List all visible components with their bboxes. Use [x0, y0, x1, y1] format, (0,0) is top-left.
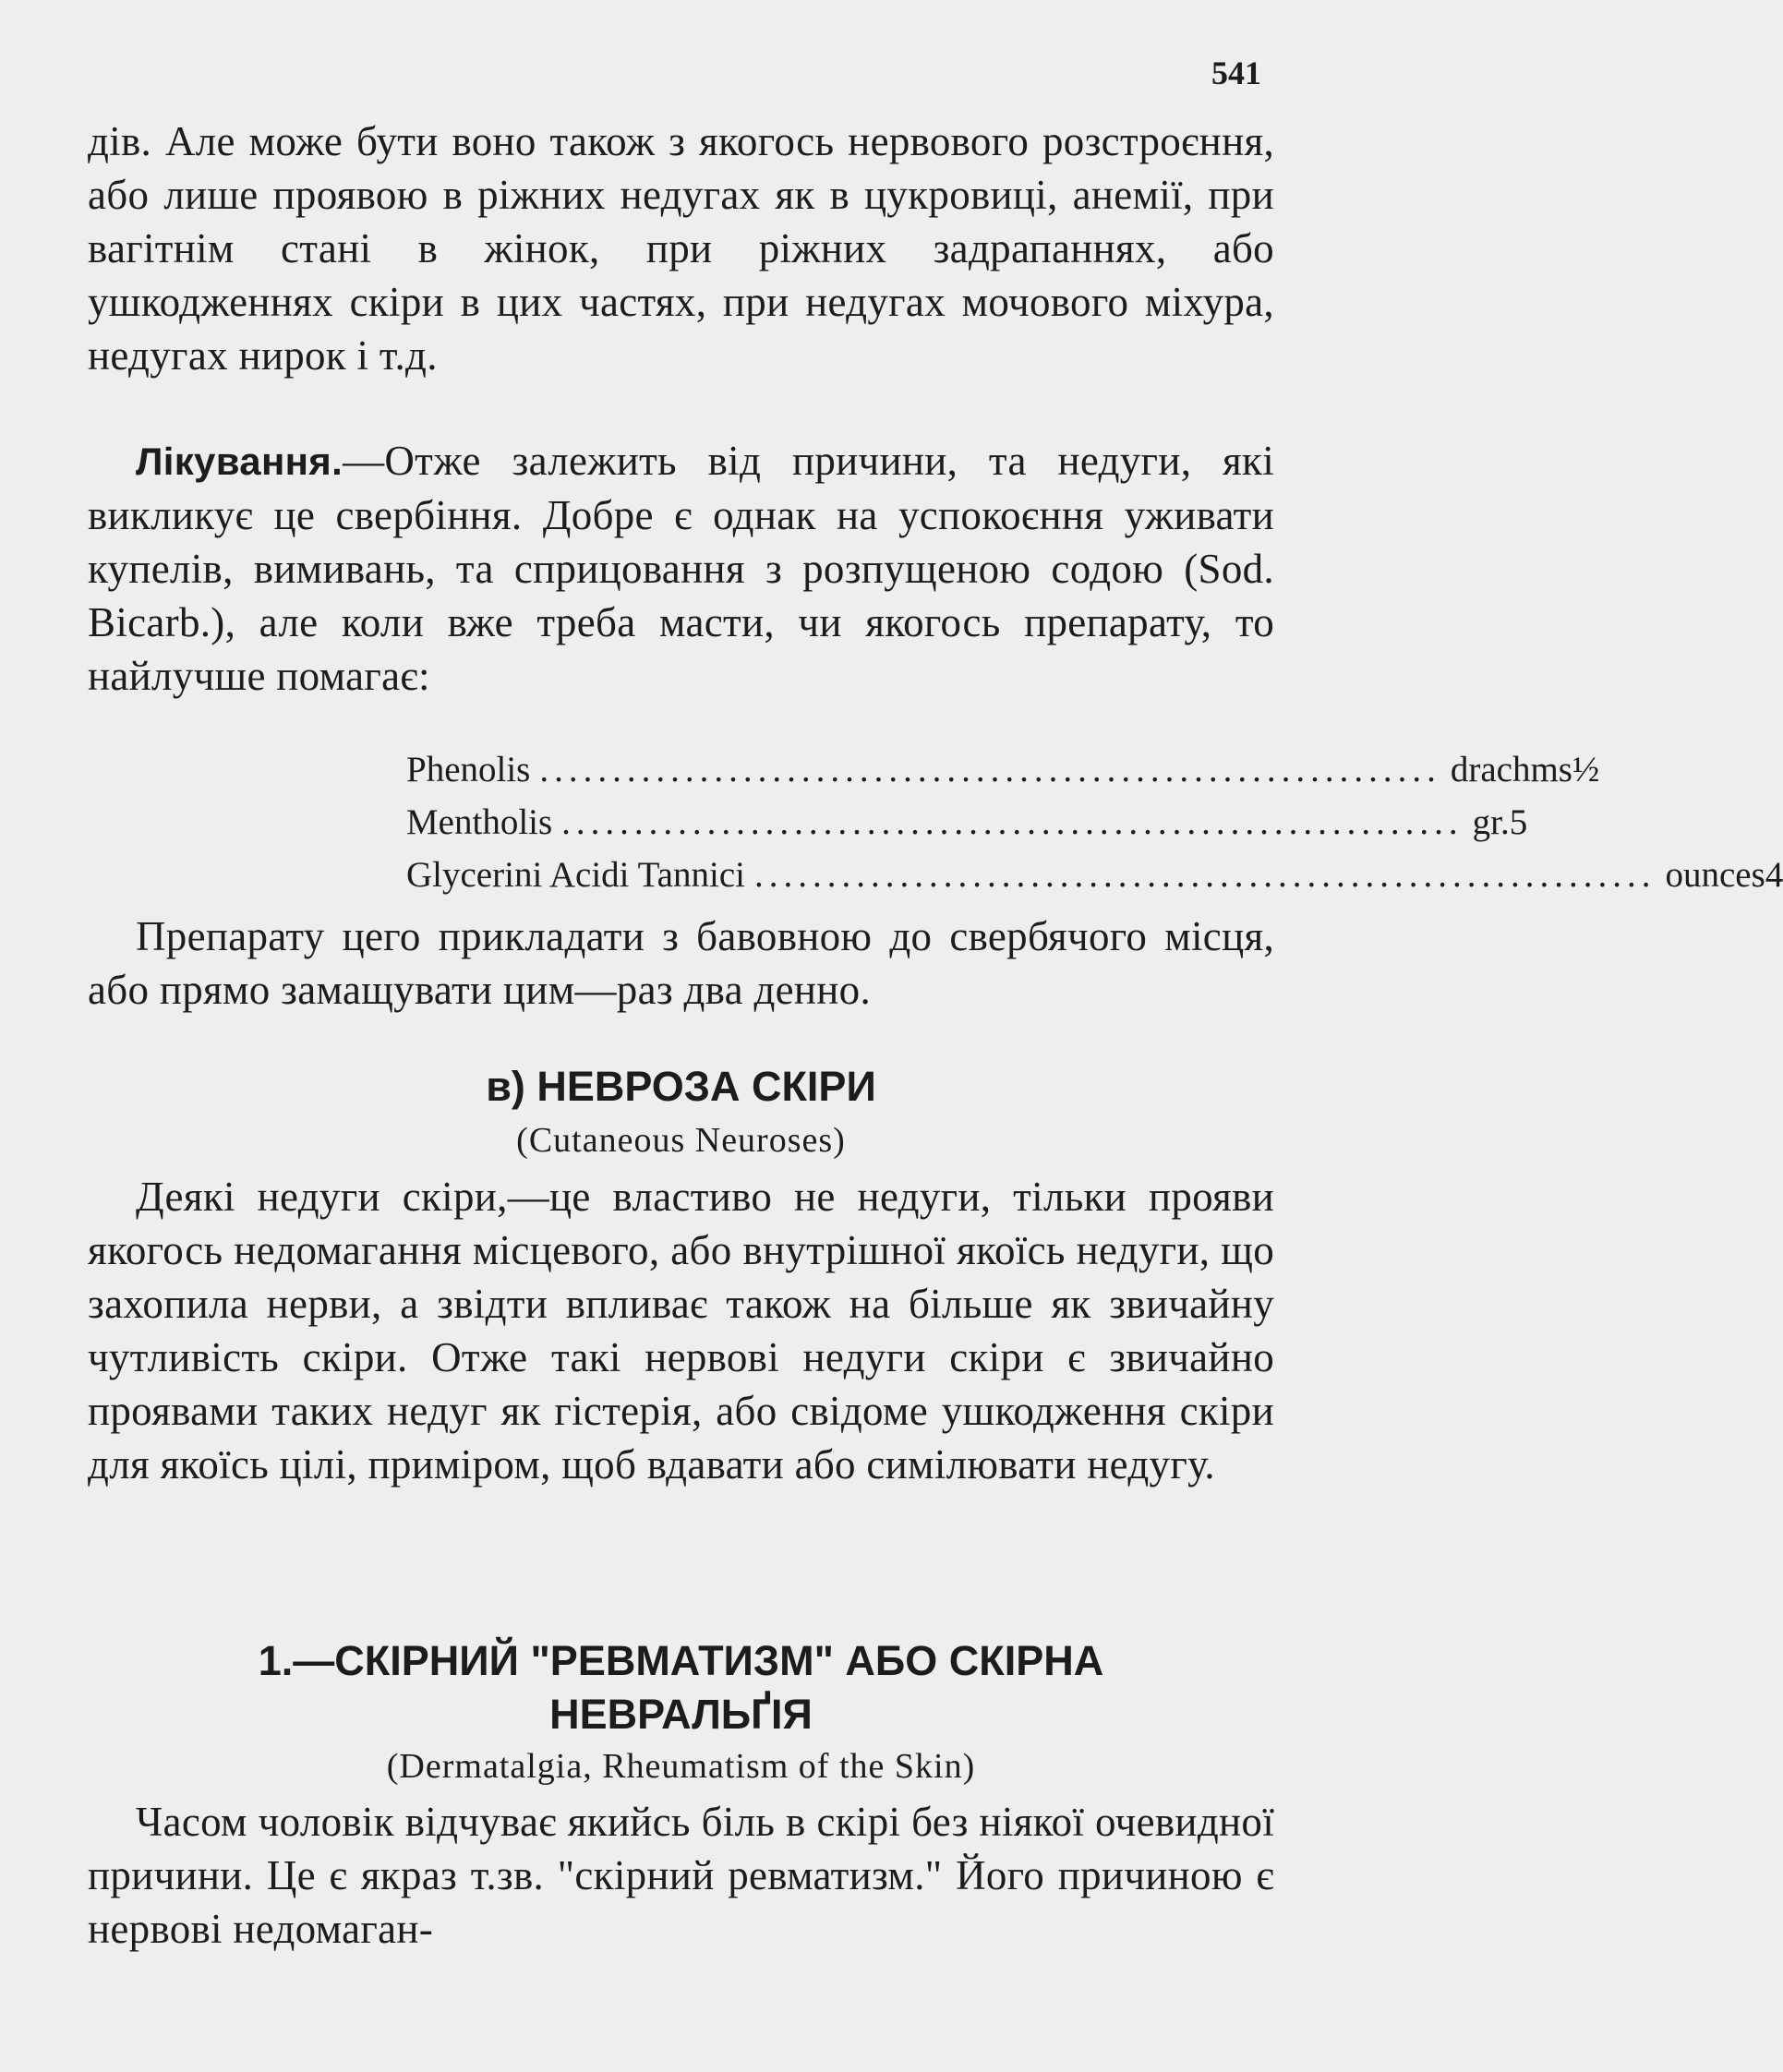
section-subtitle-neuroses: (Cutaneous Neuroses) [516, 1121, 846, 1160]
treatment-label: Лікування. [136, 440, 343, 483]
page-number: 541 [1211, 54, 1261, 91]
paragraph-treatment [88, 434, 1274, 703]
formula-row [406, 796, 1528, 849]
formula-ingredient: Phenolis [406, 750, 531, 789]
paragraph-application [88, 910, 1274, 1017]
section-heading-neuroses: в) НЕВРОЗА СКІРИ [486, 1063, 876, 1110]
heading-line: НЕВРАЛЬҐІЯ [549, 1691, 813, 1738]
dermatalgia-text: Часом чоловік відчуває якийсь біль в скірі без ніякої очевидної причини. Це є якраз т.зв. "скірний ревматизм." Його причиною є нервові недомаган- [88, 1799, 1274, 1952]
formula-row [406, 743, 1600, 796]
formula-quantity: ½ [1572, 750, 1600, 789]
prescription-formula [406, 743, 1783, 901]
application-text: Препарату цего прикладати з бавовною до свербячого місця, або прямо замащувати цим—раз два денно. [88, 913, 1274, 1013]
formula-unit: gr. [1472, 802, 1510, 842]
formula-leader-dots: .............................................................. [561, 802, 1464, 842]
formula-quantity: 4 [1765, 855, 1783, 895]
formula-ingredient: Glycerini Acidi Tannici [406, 855, 745, 895]
formula-leader-dots: .............................................................. [753, 855, 1657, 895]
formula-quantity: 5 [1509, 802, 1528, 842]
paragraph-continuation: дів. Але може бути воно також з якогось нервового розстроєння, або лише проявою в ріжних недугах як в цукровиці, анемії, при вагітнім стані в жінок, при ріжних задрапаннях, або ушкодженнях скіри в цих частях, при недугах мочового міхура, недугах нирок і т.д. [88, 118, 1274, 379]
formula-row [406, 849, 1783, 901]
neuroses-text: Деякі недуги скіри,—це властиво не недуги, тільки прояви якогось недомагання місцевого, або внутрішної якоїсь недуги, що захопила нерви, а звідти впливає також на більше як звичайну чутливість скіри. Отже такі нервові недуги скіри є звичайно проявами таких недуг як гістерія, або свідоме ушкодження скіри для якоїсь цілі, приміром, щоб вдавати або симілювати недугу. [88, 1174, 1274, 1488]
formula-unit: ounces [1665, 855, 1765, 895]
formula-unit: drachms [1450, 750, 1572, 789]
paragraph-dermatalgia [88, 1795, 1274, 1956]
heading-line: 1.—СКІРНИЙ "РЕВМАТИЗМ" АБО СКІРНА [258, 1637, 1104, 1684]
section-subtitle-dermatalgia: (Dermatalgia, Rheumatism of the Skin) [386, 1747, 976, 1786]
formula-ingredient: Mentholis [406, 802, 553, 842]
treatment-text: —Отже залежить від причини, та недуги, які викликує це свербіння. Добре є однак на успокоєння уживати купелів, вимивань, та сприцовання з розпущеною содою (Sod. Bicarb.), але коли вже треба масти, чи якогось препарату, то найлучше помагає: [88, 438, 1274, 699]
paragraph-neuroses [88, 1170, 1274, 1491]
formula-leader-dots: .............................................................. [539, 750, 1441, 789]
section-heading-dermatalgia [88, 1634, 1274, 1741]
